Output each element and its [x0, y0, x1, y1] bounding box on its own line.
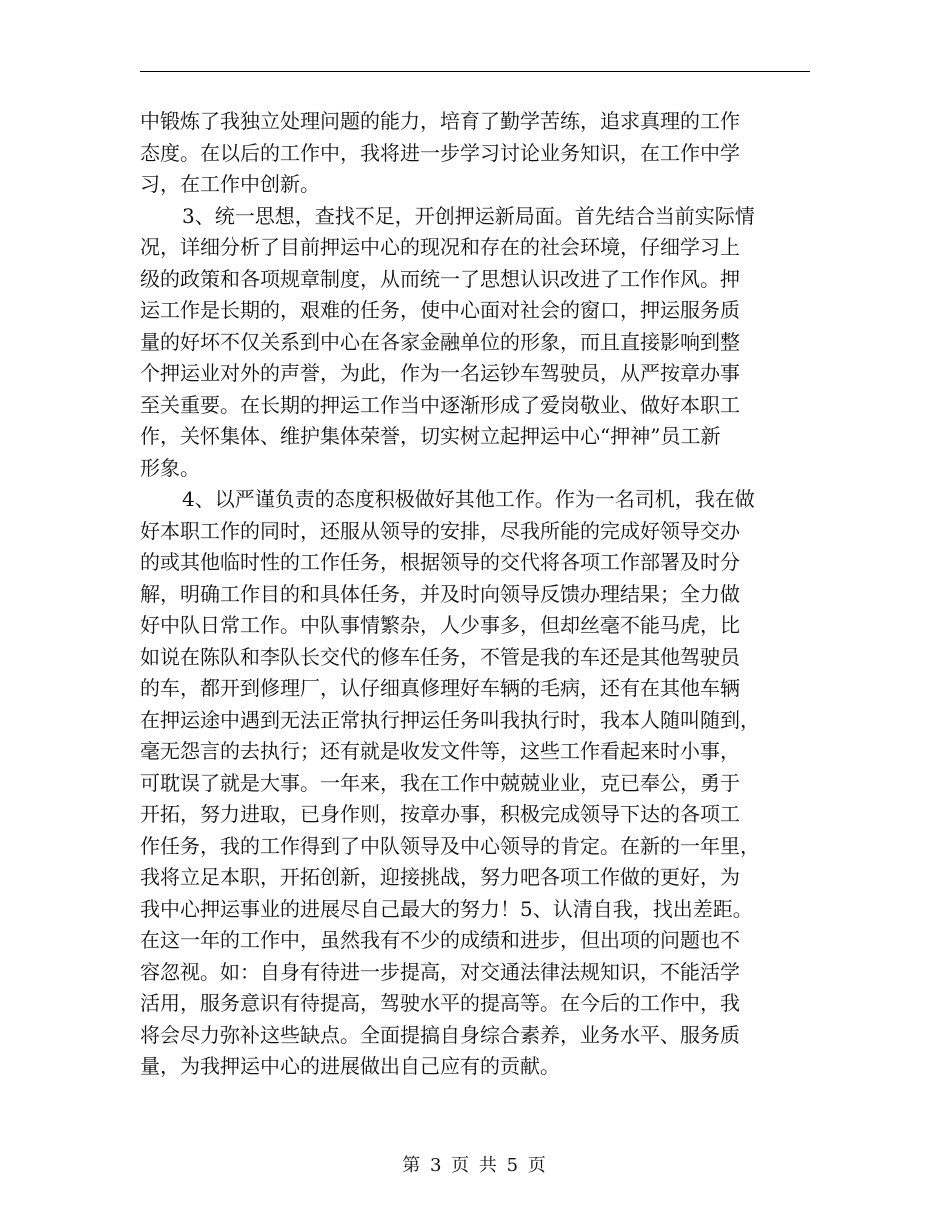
text-line: 在押运途中遇到无法正常执行押运任务叫我执行时，我本人随叫随到，: [140, 707, 760, 732]
paragraph-start-line: 4、以严谨负责的态度积极做好其他工作。作为一名司机，我在做: [182, 487, 755, 511]
text-line: 好中队日常工作。中队事情繁杂，人少事多，但却丝毫不能马虎，比: [140, 613, 740, 637]
text-line: 的车，都开到修理厂，认仔细真修理好车辆的毛病，还有在其他车辆: [140, 676, 740, 700]
text-line: 习，在工作中创新。: [140, 172, 320, 196]
header-rule: [140, 71, 810, 72]
text-line: 的或其他临时性的工作任务，根据领导的交代将各项工作部署及时分: [140, 550, 740, 574]
text-line: 量的好坏不仅关系到中心在各家金融单位的形象，而且直接影响到整: [140, 329, 740, 354]
text-line: 中锻炼了我独立处理问题的能力，培育了勤学苦练，追求真理的工作: [140, 109, 740, 133]
text-line: 况，详细分析了目前押运中心的现况和存在的社会环境，仔细学习上: [140, 235, 740, 259]
text-line: 可耽误了就是大事。一年来，我在工作中兢兢业业，克已奉公，勇于: [140, 770, 740, 795]
text-line: 开拓，努力进取，已身作则，按章办事，积极完成领导下达的各项工: [140, 802, 740, 826]
text-line: 我中心押运事业的进展尽自己最大的努力！5、认清自我，找出差距。: [140, 896, 753, 921]
page-number: 第 3 页 共 5 页: [402, 1155, 548, 1176]
paragraph-start-line: 3、统一思想，查找不足，开创押运新局面。首先结合当前实际情: [182, 203, 755, 228]
text-line: 形象。: [140, 455, 200, 480]
text-line: 运工作是长期的，艰难的任务，使中心面对社会的窗口，押运服务质: [140, 298, 740, 322]
text-line: 级的政策和各项规章制度，从而统一了思想认识改进了工作作风。押: [140, 266, 740, 291]
text-line: 我将立足本职，开拓创新，迎接挑战，努力吧各项工作做的更好，为: [140, 865, 740, 889]
text-line: 容忽视。如：自身有待进一步提高，对交通法律法规知识，不能活学: [140, 959, 740, 984]
text-line: 解，明确工作目的和具体任务，并及时向领导反馈办理结果；全力做: [140, 581, 740, 606]
text-line: 态度。在以后的工作中，我将进一步学习讨论业务知识，在工作中学: [140, 140, 740, 165]
text-line: 作任务，我的工作得到了中队领导及中心领导的肯定。在新的一年里，: [140, 833, 760, 858]
text-line: 好本职工作的同时，还服从领导的安排，尽我所能的完成好领导交办: [140, 518, 740, 543]
text-line: 至关重要。在长期的押运工作当中逐渐形成了爱岗敬业、做好本职工: [140, 392, 740, 417]
text-line: 量，为我押运中心的进展做出自己应有的贡献。: [140, 1054, 560, 1078]
text-line: 将会尽力弥补这些缺点。全面提搞自身综合素养，业务水平、服务质: [140, 1022, 740, 1047]
body-text: [140, 106, 810, 1083]
text-line: 个押运业对外的声誉，为此，作为一名运钞车驾驶员，从严按章办事: [140, 361, 740, 385]
text-line: 作，关怀集体、维护集体荣誉，切实树立起押运中心“押神”员工新: [140, 424, 721, 448]
text-line: 如说在陈队和李队长交代的修车任务，不管是我的车还是其他驾驶员: [140, 644, 740, 669]
text-line: 毫无怨言的去执行；还有就是收发文件等，这些工作看起来时小事，: [140, 739, 740, 763]
text-line: 在这一年的工作中，虽然我有不少的成绩和进步，但出项的问题也不: [140, 928, 740, 952]
text-line: 活用，服务意识有待提高，驾驶水平的提高等。在今后的工作中，我: [140, 991, 740, 1015]
